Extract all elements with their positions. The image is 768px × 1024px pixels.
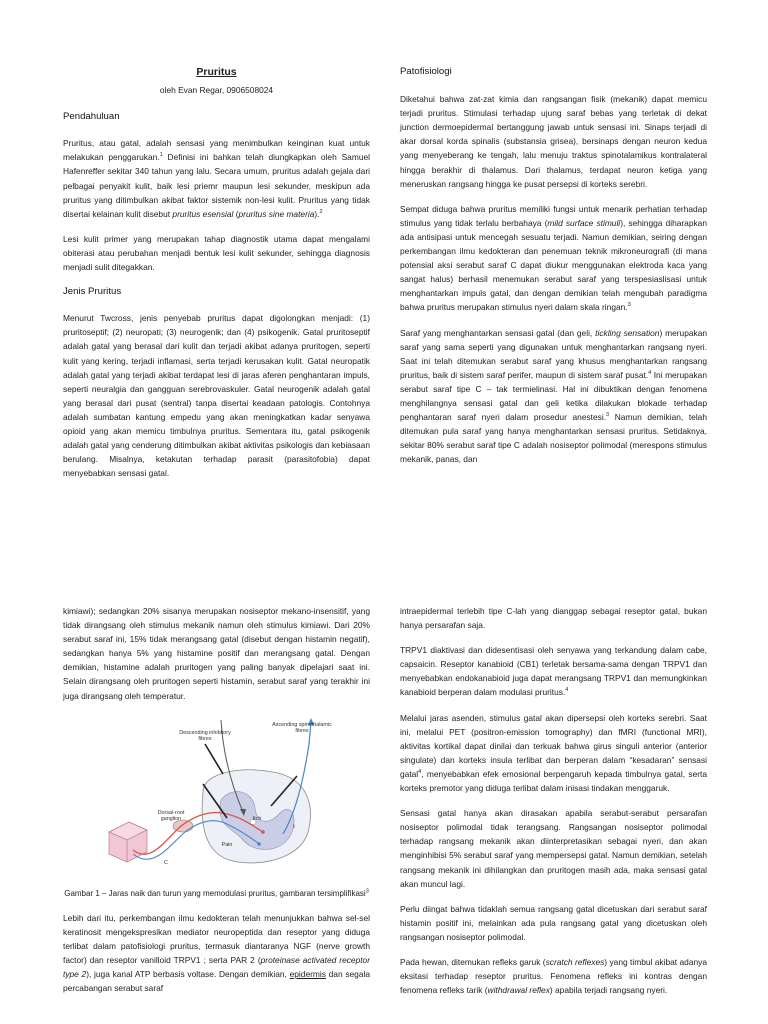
label-ganglion: Dorsal-root ganglion (157, 809, 185, 823)
reseptor-paragraph: intraepidermal terlebih tipe C-lah yang dianggap sebagai reseptor gatal, bukan hanya persarafan saja. (400, 606, 707, 631)
page-title: Pruritus (196, 66, 237, 78)
heading-patofisiologi: Patofisiologi (400, 66, 452, 77)
keratinosit-paragraph: Lebih dari itu, perkembangan ilmu kedokteran telah menunjukkan bahwa sel-sel keratinosit mengekspresikan mediator neuropeptida dan reseptor yang diduga terlibat dalam patofisiologi pruritus, termasuk diantaranya NGF (nerve growth factor) dan reseptor vanilloid TRPV1 ; serta PAR 2 (proteinase activated receptor type 2), juga kanal ATP berbasis voltase. Dengan demikian, epidermis dan segala percabangan serabut saraf (63, 912, 370, 994)
label-descending: Descending inhibitory fibres (179, 729, 231, 743)
column-2-bottom (400, 604, 707, 1008)
label-pain: Pain (221, 841, 233, 848)
label-t: t (293, 823, 295, 830)
label-ascending: Ascending spinothalamic fibres (272, 721, 332, 735)
column-2-top (400, 65, 707, 477)
heading-jenis-pruritus: Jenis Pruritus (63, 286, 122, 298)
figure-itch-pathways (103, 714, 333, 878)
refleks-paragraph: Pada hewan, ditemukan refleks garuk (scratch reflexes) yang timbul akibat adanya eksitasi terhadap reseptor pruritus. Fenomena refleks ini kontras dengan fenomena refleks tarik (withdrawal reflex) apabila terjadi rangsang nyeri. (400, 956, 707, 996)
intro-paragraph-2: Lesi kulit primer yang merupakan tahap diagnostik utama dapat mengalami obiterasi atau perubahan menjadi bentuk lesi kulit sekunder, sehingga diagnosis menjadi sulit ditegakkan. (63, 233, 370, 273)
nosiseptor-paragraph: Sensasi gatal hanya akan dirasakan apabila serabut-serabut persarafan nosiseptor polimodal tidak terangsang. Rangsangan nosiseptor polimodal terhadap rangsang mekanik akan diinterpretasikan sebagai nyeri, dan akan menginhibisi 5% serabut saraf yang mempersepsi gatal. Namun demikian, setelah rangsang mekanik ini dihilangkan dan pruritogen masih ada, maka sensasi gatal akan muncul lagi. (400, 808, 707, 889)
heading-pendahuluan: Pendahuluan (63, 111, 120, 123)
asenden-paragraph: Melalui jaras asenden, stimulus gatal akan dipersepsi oleh korteks serebri. Saat ini, melalui PET (positron-emission tomography) dan fMRI (functional MRI), aktivitas kortikal dapat dinilai dan terkuak bahwa girus singuli anterior (anterior singulate) dan korteks insula terlibat dan berperan dalam “kesadaran” sensasi gatal$^4$, menyebabkan efek emosional berpengaruh kepada timbulnya gatal, serta korteks premotor yang diduga terlibat dalam inisasi tindakan menggaruk. (400, 712, 707, 794)
continued-paragraph: kimiawi); sedangkan 20% sisanya merupakan nosiseptor mekano-insensitif, yang tidak dirangsang oleh stimulus mekanik namun oleh stimulus kimiawi. Dari 20% serabut saraf ini, 15% tidak merangsang gatal (disebut dengan histamin negatif), sedangkan hanya 5% yang histamine positif dan merangsang gatal. Dengan demikian, histamine adalah pruritogen yang paling banyak dipelajari saat ini. Selain dirangsang oleh pruritogen seperti histamin, serabut saraf yang terakhir ini juga dirangsang oleh temperatur. (63, 606, 370, 701)
author-line: oleh Evan Regar, 0906508024 (159, 85, 274, 96)
patofisiologi-paragraph-3: Saraf yang menghantarkan sensasi gatal (dan geli, tickling sensation) merupakan saraf yang sama seperti yang digunakan untuk menghantarkan rangsang nyeri. Saat ini telah ditemukan serabut saraf yang khusus menghantarkan rangsang pruritus, baik di sistem saraf perifer, maupun di sistem saraf pusat.$^4$ Ini merupakan serabut saraf tipe C – tak termielinasi. Hal ini dibuktikan dengan fenomena menghilangnya sensasi gatal dan geli ketika dilakukan blokade terhadap penghantaran saraf nyeri dalam prosedur anestesi.$^3$ Namun demikian, telah ditemukan pula saraf yang hanya menghantarkan sensasi pruritus. Setidaknya, sekitar 80% serabut saraf tipe C adalah nosiseptor polimodal (merespons stimulus mekanik, panas, dan (400, 327, 708, 465)
skin-block-icon (109, 822, 147, 862)
trpv1-paragraph: TRPV1 diaktivasi dan didesentisasi oleh senyawa yang terkandung dalam cabe, capsaicin. Reseptor kanabioid (CB1) terletak bersama-sama dengan TRPV1 dan menyebabkan endokanabioid juga dapat merangsang TRPV1 dan memungkinkan kanabioid berperan dalam modulasi pruritus.$^4$ (400, 645, 707, 698)
label-itch: Itch (252, 815, 262, 822)
column-1-top (63, 65, 370, 491)
epidermis-link[interactable]: epidermis (289, 969, 326, 980)
figure-caption: Gambar 1 – Jaras naik dan turun yang memodulasi pruritus, gambaran tersimplifikasi$^3$ (64, 888, 369, 898)
column-1-bottom (63, 604, 370, 1006)
patofisiologi-paragraph-1: Diketahui bahwa zat-zat kimia dan rangsangan fisik (mekanik) dapat memicu terjadi pruritus. Stimulasi terhadap ujung saraf bebas yang terletak di dekat junction dermoepidermal bertanggung jawab untuk sensasi ini. Sinaps terjadi di akar dorsal korda spinalis (substansia grisea), bersinaps dengan neuron kedua yang menyeberang ke tengah, lalu menuju traktus spinotalamikus kontralateral hingga berakhir di thalamus. Dari thalamus, terdapat neuron ketiga yang meneruskan rangsang hingga ke pusat persepsi di korteks serebri. (400, 94, 707, 189)
patofisiologi-paragraph-2: Sempat diduga bahwa pruritus memiliki fungsi untuk menarik perhatian terhadap stimulus yang tidak terlalu berbahaya (mild surface stimuli), sehingga diharapkan ada antisipasi untuk mencegah sesuatu terjadi. Namun demikian, seiring dengan perkembangan ilmu kedokteran dan penemuan teknik mikroneurografi (di mana potensial aksi serabut saraf C dapat diukur menggunakan elektroda kaca yang sangat halus) berhasil menemukan serabut saraf yang terspesiaslisasi untuk menghantarkan impuls gatal, dan dengan demikian telah mengubah paradigma bahwa pruritus merupakan stimulus nyeri dalam skala ringan.$^3$ (400, 203, 707, 313)
histamin-paragraph: Perlu diingat bahwa tidaklah semua rangsang gatal dicetuskan dari serabut saraf histamin positif ini, melainkan ada pula rangsang gatal yang dicetuskan oleh rangsangan nosiseptor polimodal. (400, 903, 707, 942)
intro-paragraph-1: Pruritus, atau gatal, adalah sensasi yang menimbulkan keinginan kuat untuk melakukan penggarukan.$^1$ Definisi ini bahkan telah diungkapkan oleh Samuel Hafenreffer sekitar 340 tahun yang lalu. Secara umum, pruritus adalah gejala dari pelbagai penyakit kulit, baik lesi priemr maupun lesi sekunder, meskipun ada pruritus yang ditimbulkan akibat faktor sistemik non-lesi kulit. Pruritus yang tidak disertai kelainan kulit disebut pruritus esensial (pruritus sine materia).$^2$ (63, 138, 370, 219)
jenis-paragraph: Menurut Twcross, jenis penyebab pruritus dapat digolongkan menjadi: (1) pruritoseptif; (2) neuropati; (3) neurogenik; dan (4) psikogenik. Gatal pruritoseptif adalah gatal yang berasal dari kulit dan terjadi akibat adanya pruritogen, seperti kulit yang kering, terjadi inflamasi, serta terjadi kerusakan kulit. Gatal neuropatik adalah gatal yang terjadi akibat terdapat lesi di jaras aferen penghantaran impuls, seperti neuralgia dan gangguan serebrovaskuler. Gatal neurogenik adalah gatal yang berasal dari pusat (sentral) tanpa disertai keadaan patologis. Contohnya adalah sumbatan kantung empedu yang akan meningkatkan kadar senyawa opioid yang akan memicu timbulnya pruritus. Sementara itu, gatal psikogenik adalah gatal yang cenderung ditimbulkan akibat aktivitas psikologis dan kebiasaan berulang. Misalnya, ketakutan terhadap parasit (parasitofobia) dapat menyebabkan sensasi gatal. (63, 313, 370, 479)
label-c: C (164, 859, 168, 866)
